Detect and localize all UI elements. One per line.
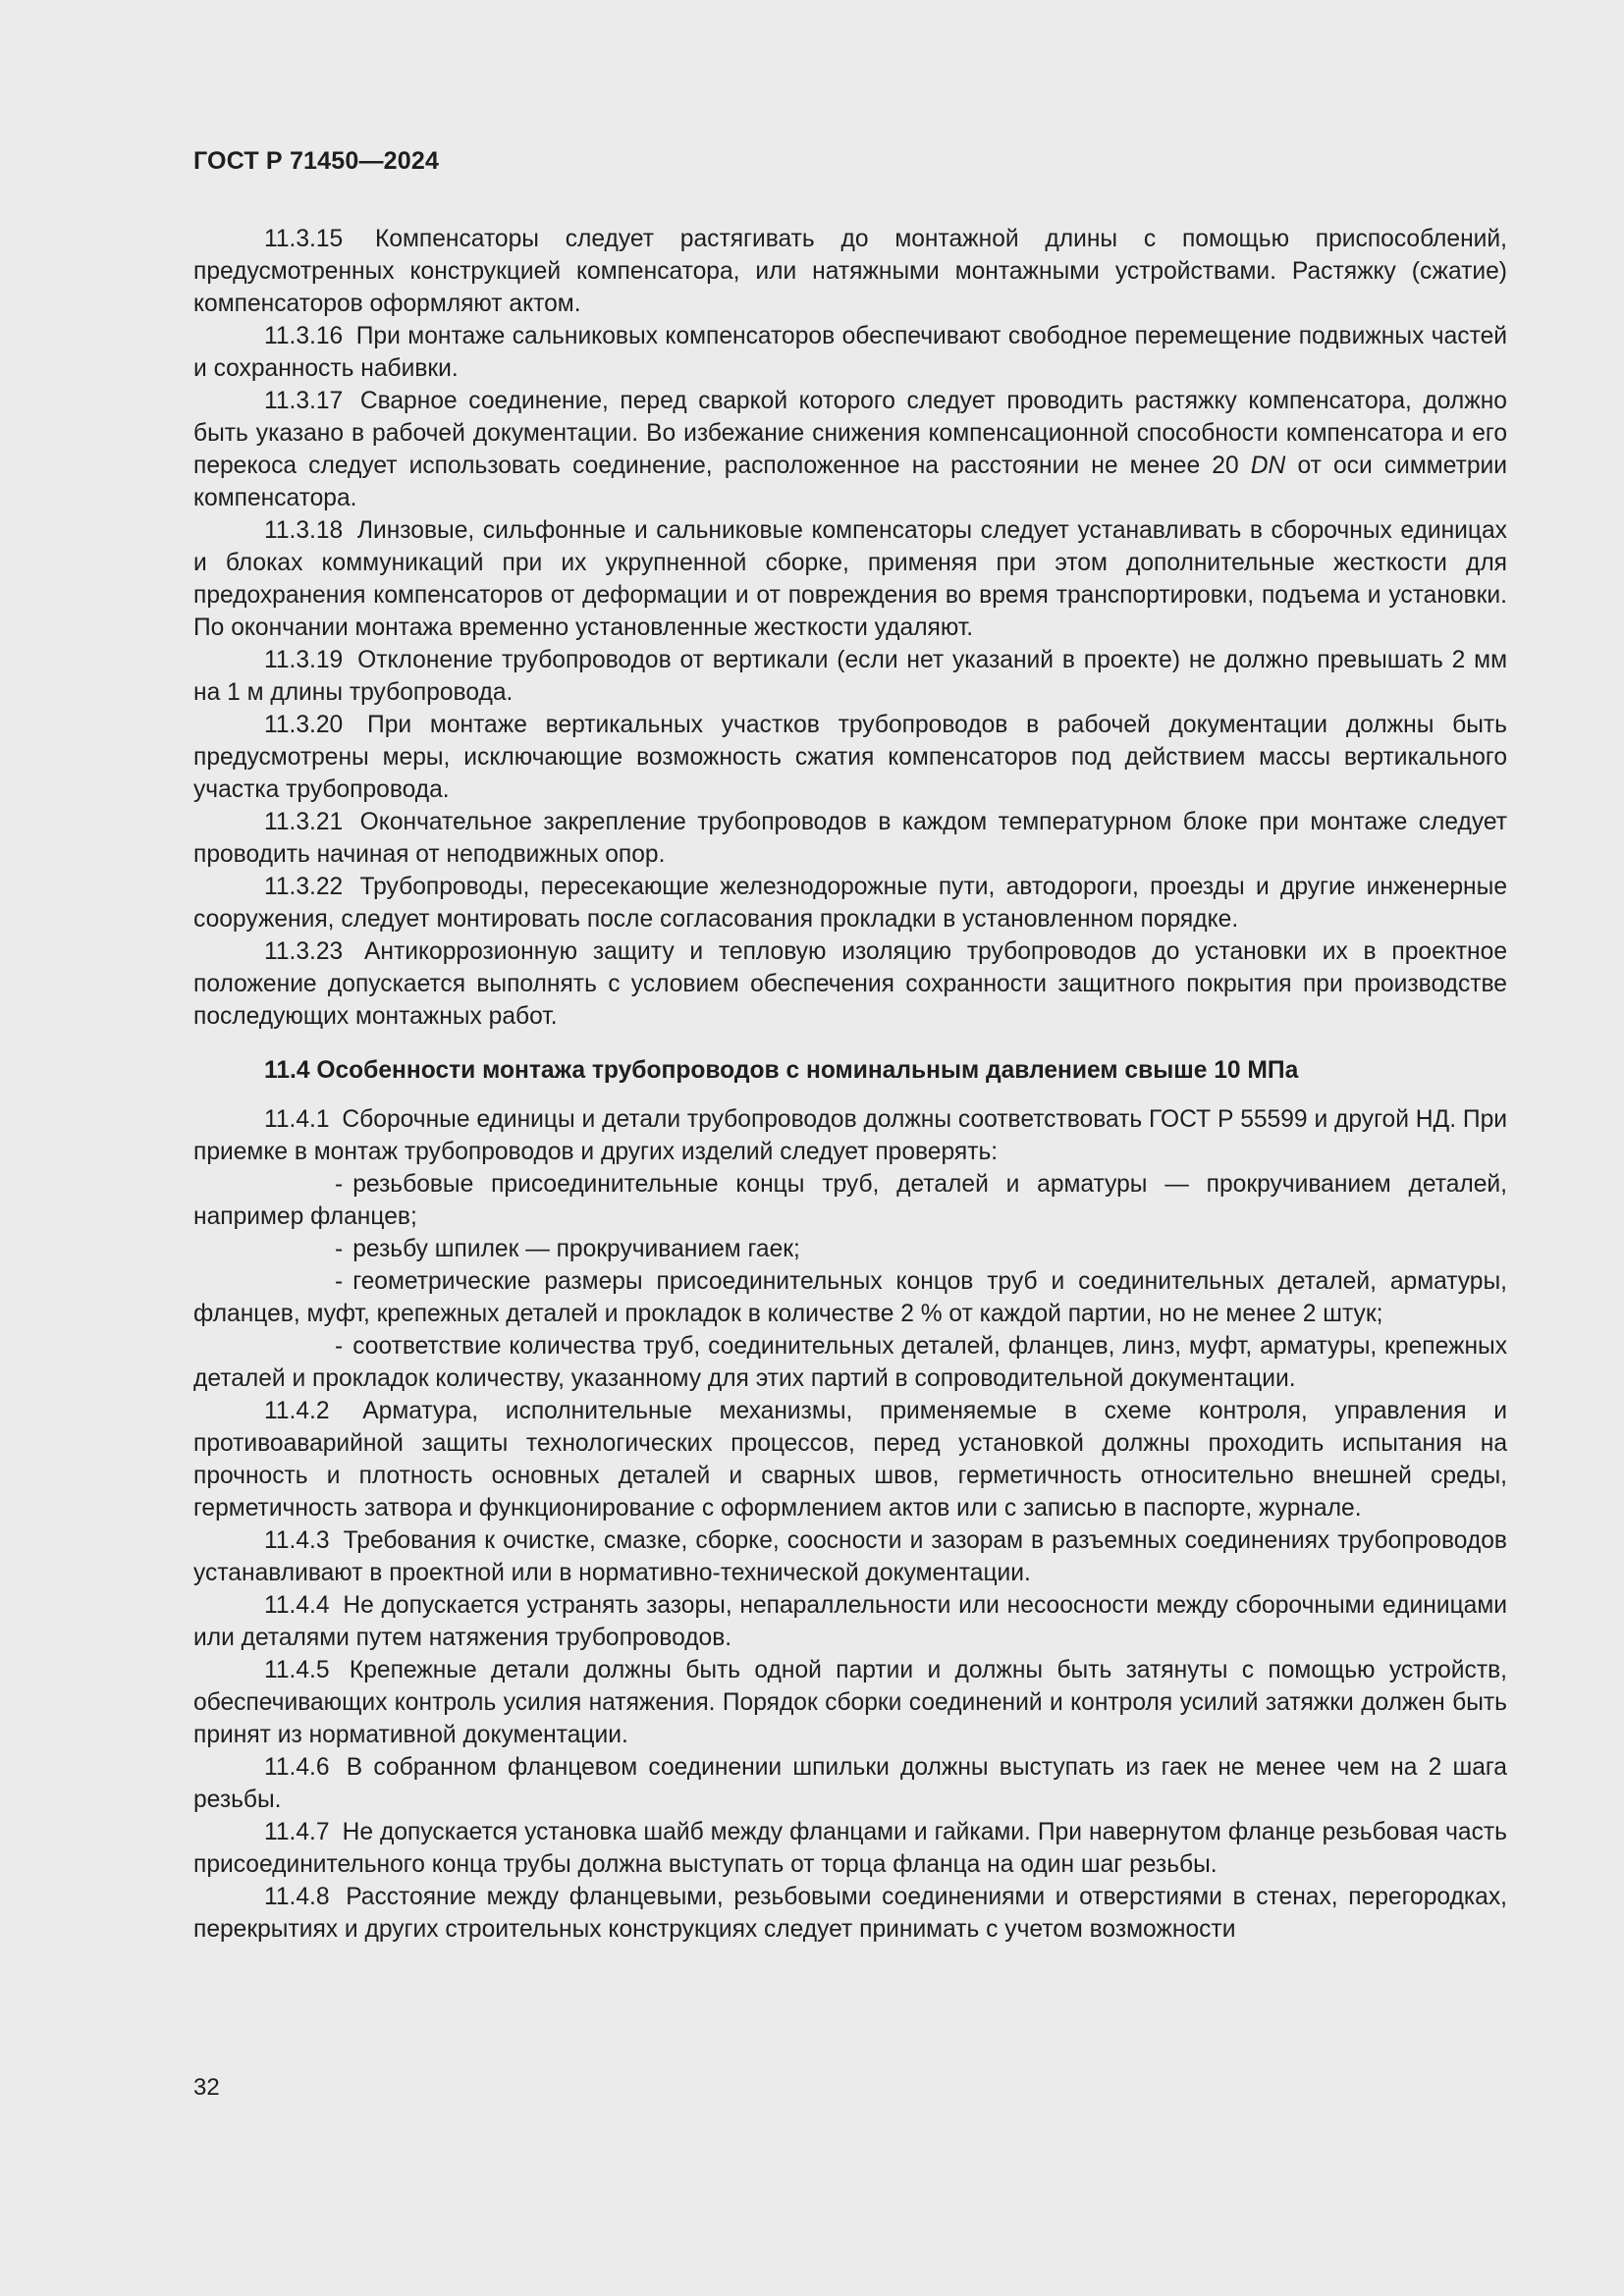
list-item-text: геометрические размеры присоединительных концов труб и соединительных деталей, арматуры, фланцев, муфт, крепежных деталей и прокладок в количестве 2 % от каждой партии, но не менее 2 штук; <box>193 1268 1507 1327</box>
paragraph-11-4-3 <box>193 1524 1507 1589</box>
clause-number: 11.3.15 <box>264 226 344 252</box>
clause-text: Расстояние между фланцевыми, резьбовыми соединениями и отверстиями в стенах, перегородках, перекрытиях и других строительных конструкциях следует принимать с учетом возможности <box>193 1884 1507 1943</box>
clause-number: 11.4.6 <box>264 1754 330 1781</box>
document-header: ГОСТ Р 71450—2024 <box>193 147 440 175</box>
clause-number: 11.3.19 <box>264 647 344 673</box>
clause-italic-term: DN <box>1250 453 1286 479</box>
paragraph-11-3-16 <box>193 320 1507 385</box>
clause-text: Не допускается устранять зазоры, непараллельности или несоосности между сборочными единицами или деталями путем натяжения трубопроводов. <box>193 1592 1507 1651</box>
paragraph-11-4-1 <box>193 1103 1507 1168</box>
paragraph-11-3-22 <box>193 871 1507 935</box>
paragraph-11-3-23 <box>193 935 1507 1033</box>
clause-text: Сварное соединение, перед сваркой которого следует проводить растяжку компенсатора, должно быть указано в рабочей документации. Во избежание снижения компенсационной способности компенсатора и его перекоса следует использовать соединение, расположенное на расстоянии не менее 20 <box>193 388 1507 479</box>
clause-text: В собранном фланцевом соединении шпильки должны выступать из гаек не менее чем на 2 шага резьбы. <box>193 1754 1507 1813</box>
paragraph-11-4-7 <box>193 1816 1507 1881</box>
clause-text: Сборочные единицы и детали трубопроводов должны соответствовать ГОСТ Р 55599 и другой НД. При приемке в монтаж трубопроводов и других изделий следует проверять: <box>193 1106 1507 1165</box>
list-item <box>193 1233 1507 1265</box>
clause-number: 11.3.17 <box>264 388 344 414</box>
clause-number: 11.3.22 <box>264 874 344 900</box>
clause-number: 11.4.8 <box>264 1884 330 1910</box>
clause-number: 11.4.5 <box>264 1657 330 1683</box>
list-dash: - <box>335 1171 344 1198</box>
list-item <box>193 1330 1507 1395</box>
section-heading: 11.4 Особенности монтажа трубопроводов с номинальным давлением свыше 10 МПа <box>264 1057 1299 1084</box>
clause-text: Трубопроводы, пересекающие железнодорожные пути, автодороги, проезды и другие инженерные сооружения, следует монтировать после согласования прокладки в установленном порядке. <box>193 874 1507 933</box>
clause-number: 11.4.3 <box>264 1527 330 1554</box>
paragraph-11-3-20 <box>193 709 1507 806</box>
paragraph-11-3-15 <box>193 223 1507 320</box>
paragraph-11-4-6 <box>193 1751 1507 1816</box>
clause-text: Арматура, исполнительные механизмы, применяемые в схеме контроля, управления и противоаварийной защиты технологических процессов, перед установкой должны проходить испытания на прочность и плотность основных деталей и сварных швов, герметичность относительно внешней среды, герметичность затвора и функционирование с оформлением актов или с записью в паспорте, журнале. <box>193 1398 1507 1522</box>
paragraph-11-3-17 <box>193 385 1507 514</box>
list-dash: - <box>335 1333 344 1360</box>
clause-number: 11.4.4 <box>264 1592 330 1619</box>
page-number: 32 <box>193 2074 220 2101</box>
clause-text: Линзовые, сильфонные и сальниковые компенсаторы следует устанавливать в сборочных единицах и блоках коммуникаций при их укрупненной сборке, применяя при этом дополнительные жесткости для предохранения компенсаторов от деформации и от повреждения во время транспортировки, подъема и установки. По окончании монтажа временно установленные жесткости удаляют. <box>193 517 1507 641</box>
document-body <box>193 223 1507 1946</box>
clause-number: 11.3.18 <box>264 517 344 544</box>
paragraph-11-4-5 <box>193 1654 1507 1751</box>
clause-number: 11.4.7 <box>264 1819 330 1845</box>
list-item <box>193 1265 1507 1330</box>
list-item-text: соответствие количества труб, соединительных деталей, фланцев, линз, муфт, арматуры, крепежных деталей и прокладок количеству, указанному для этих партий в сопроводительной документации. <box>193 1333 1507 1392</box>
clause-text: Компенсаторы следует растягивать до монтажной длины с помощью приспособлений, предусмотренных конструкцией компенсатора, или натяжными монтажными устройствами. Растяжку (сжатие) компенсаторов оформляют актом. <box>193 226 1507 317</box>
clause-text: Крепежные детали должны быть одной партии и должны быть затянуты с помощью устройств, обеспечивающих контроль усилия натяжения. Порядок сборки соединений и контроля усилий затяжки должен быть принят из нормативной документации. <box>193 1657 1507 1748</box>
list-item <box>193 1168 1507 1233</box>
paragraph-11-3-19 <box>193 644 1507 709</box>
clause-number: 11.3.16 <box>264 323 344 349</box>
list-dash: - <box>335 1236 344 1262</box>
clause-text: Окончательное закрепление трубопроводов в каждом температурном блоке при монтаже следует проводить начиная от неподвижных опор. <box>193 809 1507 868</box>
paragraph-11-3-21 <box>193 806 1507 871</box>
paragraph-11-3-18 <box>193 514 1507 644</box>
list-item-text: резьбовые присоединительные концы труб, деталей и арматуры — прокручиванием деталей, например фланцев; <box>193 1171 1507 1230</box>
paragraph-11-4-4 <box>193 1589 1507 1654</box>
clause-number: 11.3.21 <box>264 809 344 835</box>
clause-number: 11.4.2 <box>264 1398 330 1424</box>
clause-number: 11.3.20 <box>264 712 344 738</box>
clause-number: 11.3.23 <box>264 938 344 965</box>
clause-text: Не допускается установка шайб между фланцами и гайками. При навернутом фланце резьбовая часть присоединительного конца трубы должна выступать от торца фланца на один шаг резьбы. <box>193 1819 1507 1878</box>
clause-text: Отклонение трубопроводов от вертикали (если нет указаний в проекте) не должно превышать 2 мм на 1 м длины трубопровода. <box>193 647 1507 706</box>
list-dash: - <box>335 1268 344 1295</box>
paragraph-11-4-2 <box>193 1395 1507 1524</box>
list-item-text: резьбу шпилек — прокручиванием гаек; <box>352 1236 800 1262</box>
clause-text: При монтаже сальниковых компенсаторов обеспечивают свободное перемещение подвижных частей и сохранность набивки. <box>193 323 1507 382</box>
clause-text: Требования к очистке, смазке, сборке, соосности и зазорам в разъемных соединениях трубопроводов устанавливают в проектной или в нормативно-технической документации. <box>193 1527 1507 1586</box>
clause-text: Антикоррозионную защиту и тепловую изоляцию трубопроводов до установки их в проектное положение допускается выполнять с условием обеспечения сохранности защитного покрытия при производстве последующих монтажных работ. <box>193 938 1507 1030</box>
clause-text: При монтаже вертикальных участков трубопроводов в рабочей документации должны быть предусмотрены меры, исключающие возможность сжатия компенсаторов под действием массы вертикального участка трубопровода. <box>193 712 1507 803</box>
clause-number: 11.4.1 <box>264 1106 330 1133</box>
paragraph-11-4-8 <box>193 1881 1507 1946</box>
clause-text-continued: от оси симметрии компенсатора. <box>193 453 1507 511</box>
